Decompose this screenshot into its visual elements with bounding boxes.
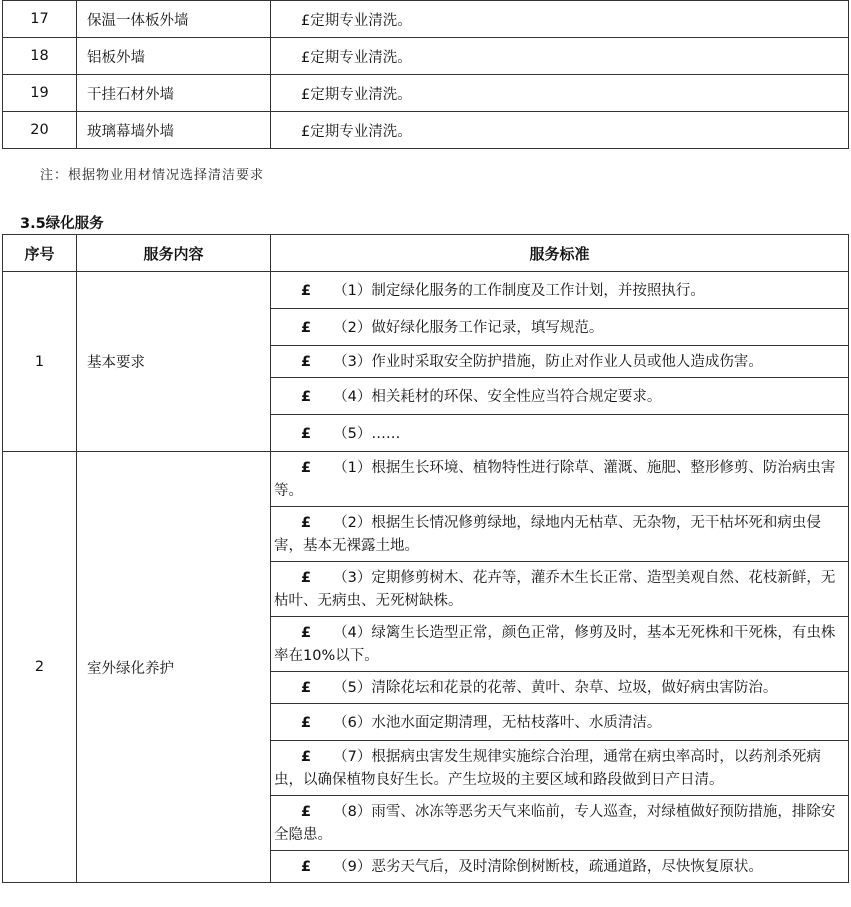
standard-item — [271, 507, 848, 562]
standard-text: （7）根据病虫害发生规律实施综合治理，通常在病虫率高时，以药剂杀死病虫，以确保植物良好生长。产生垃圾的主要区域和路段做到日产日清。 — [274, 749, 821, 788]
header-number: 序号 — [3, 235, 77, 272]
exterior-cleaning-table — [2, 0, 849, 149]
checkbox-symbol: £ — [301, 426, 312, 442]
standard-item — [271, 272, 848, 309]
row-name: 基本要求 — [77, 272, 271, 452]
row-name: 干挂石材外墙 — [77, 75, 271, 112]
row-standard: £定期专业清洗。 — [271, 38, 849, 75]
standard-text: （3）作业时采取安全防护措施，防止对作业人员或他人造成伤害。 — [333, 354, 763, 370]
checkbox-symbol: £ — [301, 749, 312, 765]
checkbox-symbol: £ — [301, 859, 312, 875]
standard-item — [271, 452, 848, 507]
row-standards — [271, 272, 849, 452]
row-number: 2 — [3, 452, 77, 883]
checkbox-symbol: £ — [301, 804, 312, 820]
checkbox-symbol: £ — [301, 715, 312, 731]
standard-text: （5）…… — [333, 426, 401, 442]
standard-text: （9）恶劣天气后，及时清除倒树断枝，疏通道路，尽快恢复原状。 — [333, 859, 763, 875]
standard-item — [271, 378, 848, 415]
table-row — [3, 272, 849, 452]
standard-text: （5）清除花坛和花景的花蒂、黄叶、杂草、垃圾，做好病虫害防治。 — [333, 680, 778, 696]
row-number: 19 — [3, 75, 77, 112]
table-row — [3, 75, 849, 112]
table-row — [3, 1, 849, 38]
standard-item — [271, 672, 848, 704]
table-row — [3, 452, 849, 883]
checkbox-symbol: £ — [301, 283, 312, 299]
standard-text: （6）水池水面定期清理，无枯枝落叶、水质清洁。 — [333, 715, 662, 731]
standard-item — [271, 851, 848, 882]
standard-item — [271, 562, 848, 617]
row-name: 铝板外墙 — [77, 38, 271, 75]
table-header-row — [3, 235, 849, 272]
table-note: 注：根据物业用材情况选择清洁要求 — [40, 168, 265, 183]
checkbox-symbol: £ — [301, 515, 312, 531]
checkbox-symbol: £ — [301, 389, 312, 405]
standard-text: （8）雨雪、冰冻等恶劣天气来临前，专人巡查，对绿植做好预防措施，排除安全隐患。 — [274, 804, 836, 843]
header-standard: 服务标准 — [271, 235, 849, 272]
standard-item — [271, 415, 848, 451]
row-standards — [271, 452, 849, 883]
row-standard: £定期专业清洗。 — [271, 1, 849, 38]
checkbox-symbol: £ — [301, 625, 312, 641]
standard-text: （1）制定绿化服务的工作制度及工作计划，并按照执行。 — [333, 283, 705, 299]
section-title: 3.5绿化服务 — [20, 216, 104, 232]
standard-item — [271, 346, 848, 378]
row-number: 1 — [3, 272, 77, 452]
checkbox-symbol: £ — [301, 460, 312, 476]
row-standard: £定期专业清洗。 — [271, 75, 849, 112]
standard-item — [271, 741, 848, 796]
row-name: 玻璃幕墙外墙 — [77, 112, 271, 149]
standard-text: （2）根据生长情况修剪绿地，绿地内无枯草、无杂物，无干枯坏死和病虫侵害，基本无裸露土地。 — [274, 515, 821, 554]
standard-item — [271, 704, 848, 741]
standard-text: （4）绿篱生长造型正常，颜色正常，修剪及时，基本无死株和干死株，有虫株率在10%以下。 — [274, 625, 836, 664]
standard-text: （4）相关耗材的环保、安全性应当符合规定要求。 — [333, 389, 662, 405]
checkbox-symbol: £ — [301, 570, 312, 586]
checkbox-symbol: £ — [301, 320, 312, 336]
standard-item — [271, 309, 848, 346]
standard-text: （1）根据生长环境、植物特性进行除草、灌溉、施肥、整形修剪、防治病虫害等。 — [274, 460, 836, 499]
row-number: 20 — [3, 112, 77, 149]
table-row — [3, 112, 849, 149]
greening-service-table — [2, 234, 849, 883]
row-name: 保温一体板外墙 — [77, 1, 271, 38]
standard-item — [271, 796, 848, 851]
standard-item — [271, 617, 848, 672]
row-number: 18 — [3, 38, 77, 75]
standard-text: （2）做好绿化服务工作记录，填写规范。 — [333, 320, 604, 336]
row-name: 室外绿化养护 — [77, 452, 271, 883]
checkbox-symbol: £ — [301, 354, 312, 370]
header-content: 服务内容 — [77, 235, 271, 272]
table-row — [3, 38, 849, 75]
row-standard: £定期专业清洗。 — [271, 112, 849, 149]
checkbox-symbol: £ — [301, 680, 312, 696]
row-number: 17 — [3, 1, 77, 38]
standard-text: （3）定期修剪树木、花卉等，灌乔木生长正常、造型美观自然、花枝新鲜，无枯叶、无病虫、无死树缺株。 — [274, 570, 836, 609]
